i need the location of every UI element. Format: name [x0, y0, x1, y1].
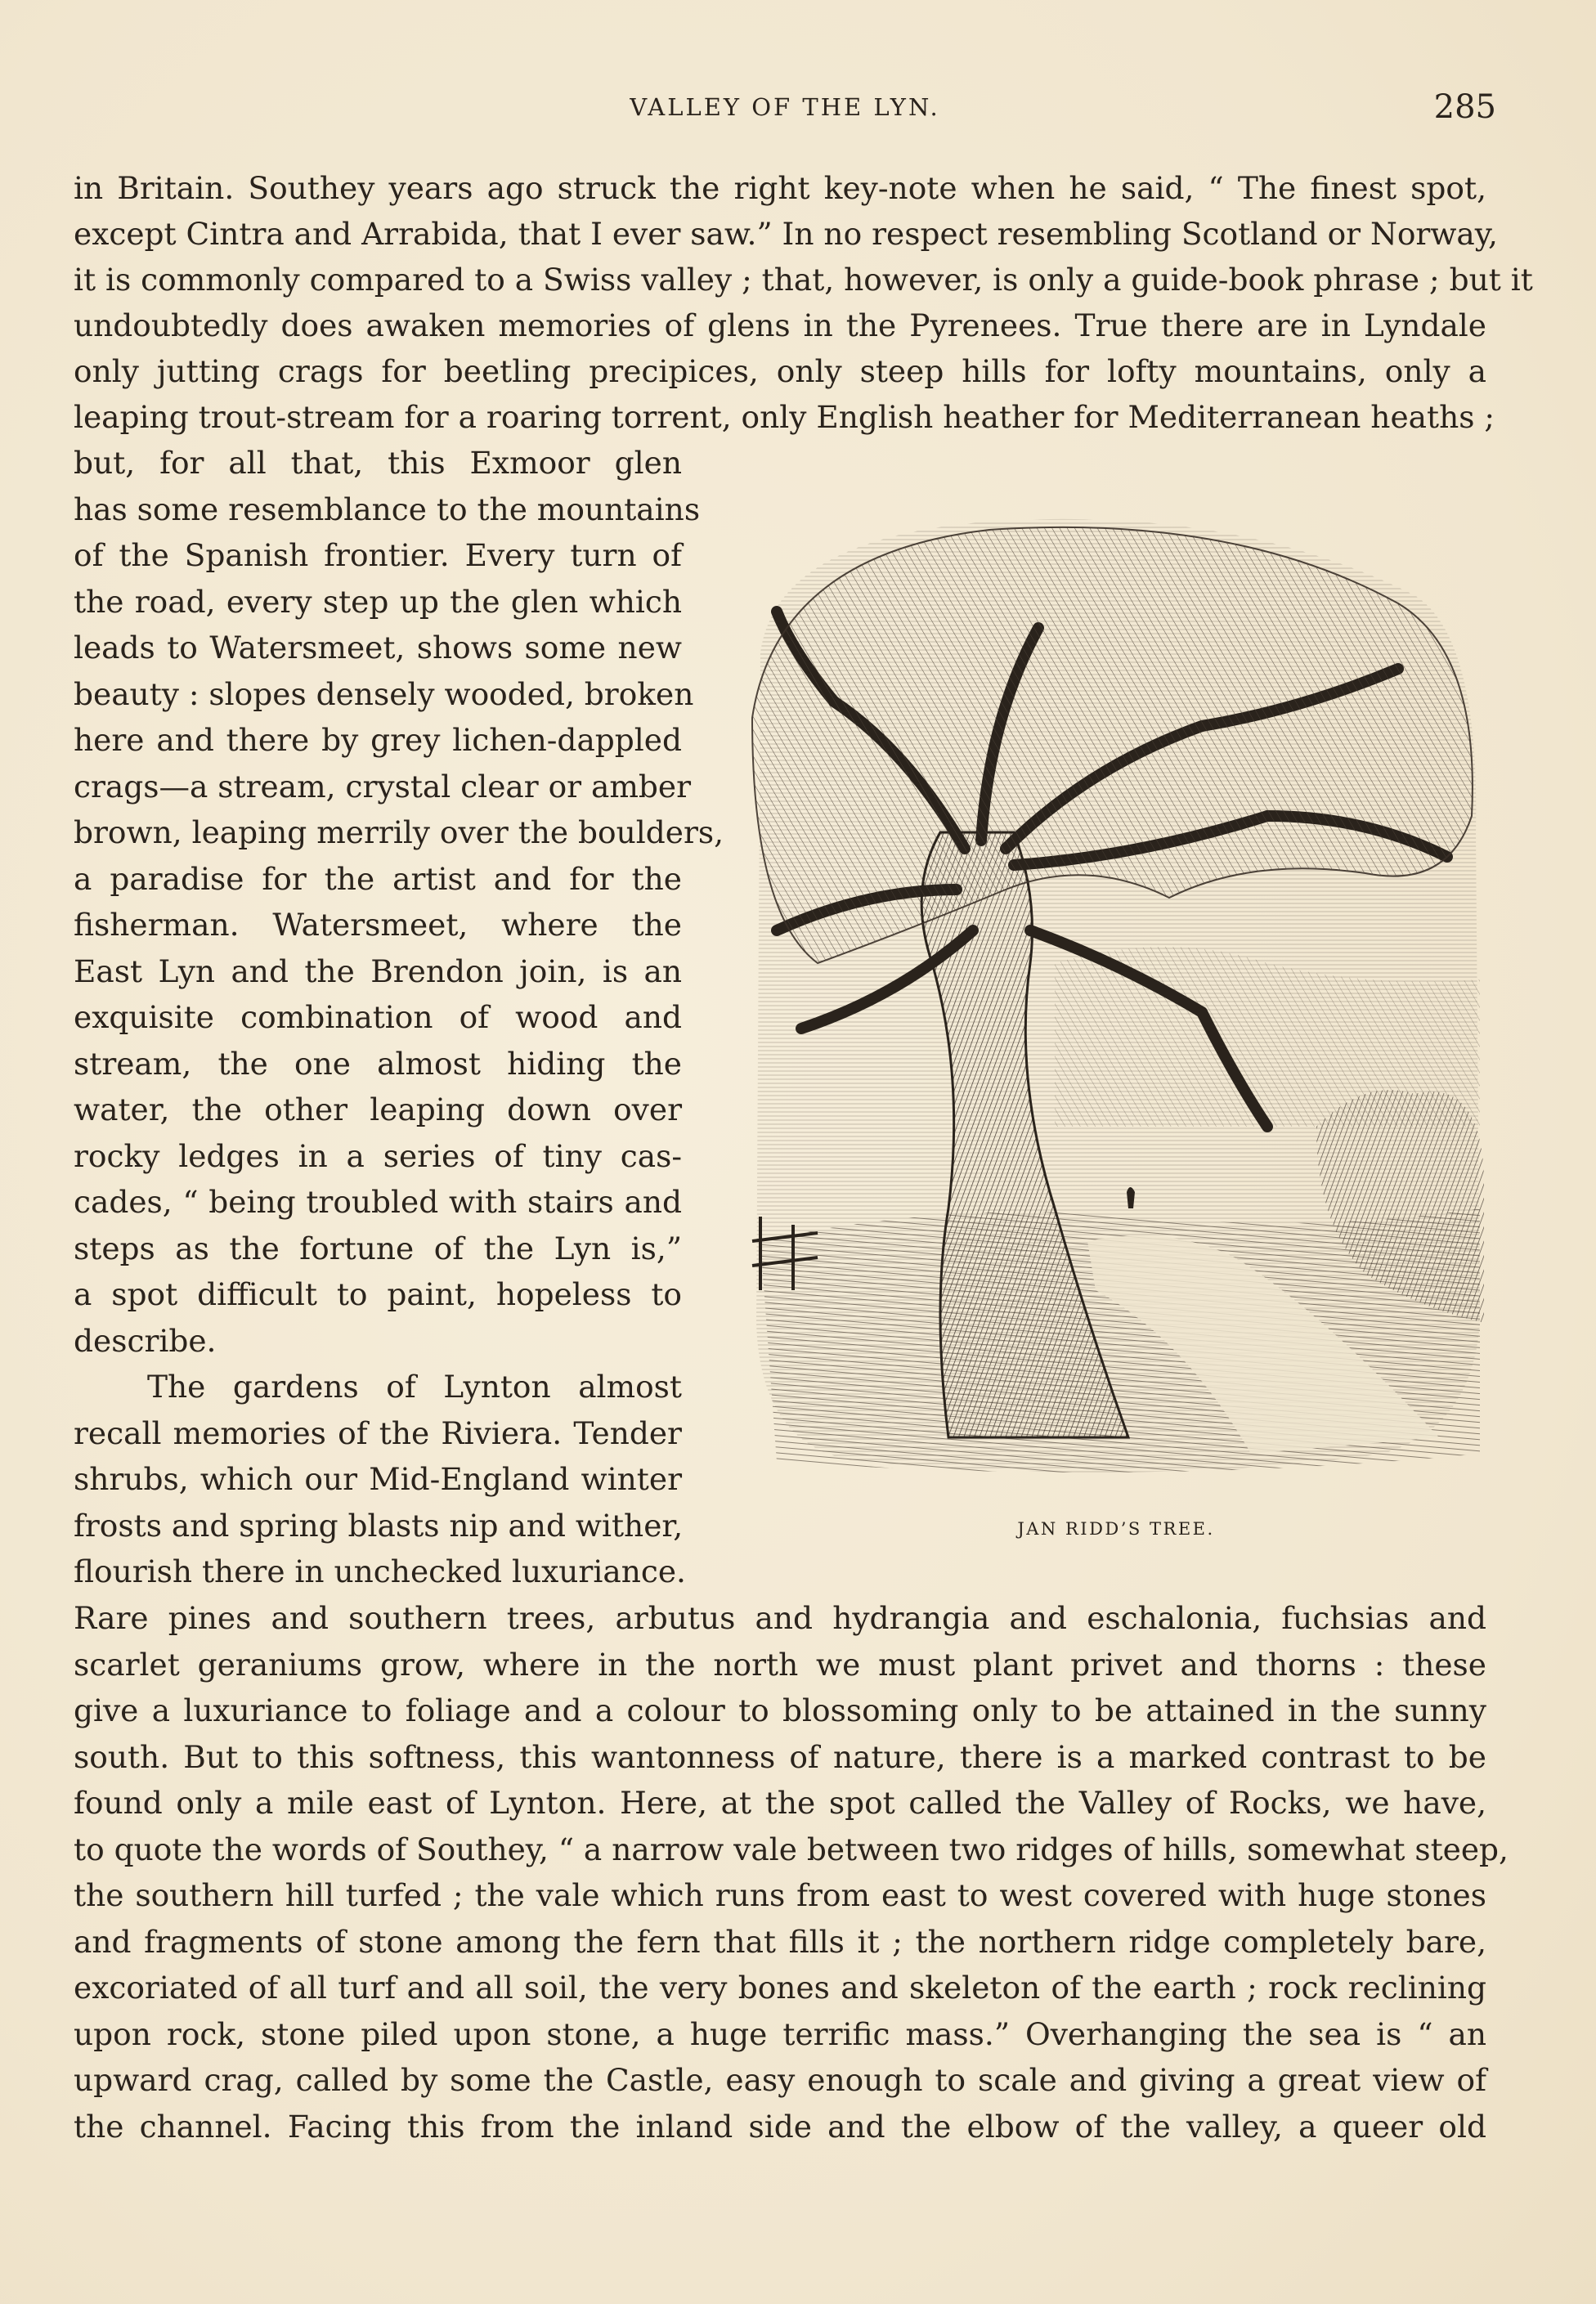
body-line: recall memories of the Riviera. Tender [74, 1415, 682, 1451]
tree-engraving [744, 505, 1488, 1503]
body-line: except Cintra and Arrabida, that I ever saw.” In no respect resembling Scotland or Norway, [74, 216, 1498, 252]
body-line: East Lyn and the Brendon join, is an [74, 953, 682, 989]
body-line: give a luxuriance to foliage and a colour to blossoming only to be attained in the sunny [74, 1692, 1486, 1728]
body-line: it is commonly compared to a Swiss valley ; that, however, is only a guide-book phrase ; but it [74, 262, 1533, 298]
body-line: leads to Watersmeet, shows some new [74, 630, 682, 666]
body-line: scarlet geraniums grow, where in the north we must plant privet and thorns : these [74, 1647, 1486, 1683]
body-line: flourish there in unchecked luxuriance. [74, 1553, 686, 1589]
body-line: south. But to this softness, this wantonness of nature, there is a marked contrast to be [74, 1739, 1486, 1775]
body-line: and fragments of stone among the fern that fills it ; the northern ridge completely bare, [74, 1924, 1486, 1960]
body-line: water, the other leaping down over [74, 1091, 682, 1127]
body-line: stream, the one almost hiding the [74, 1046, 682, 1082]
body-line: cades, “ being troubled with stairs and [74, 1184, 682, 1220]
body-line: undoubtedly does awaken memories of glens in the Pyrenees. True there are in Lyndale [74, 307, 1486, 343]
body-line: found only a mile east of Lynton. Here, at the spot called the Valley of Rocks, we have, [74, 1785, 1486, 1821]
body-line: leaping trout-stream for a roaring torrent, only English heather for Mediterranean heaths ; [74, 399, 1495, 435]
body-line: upward crag, called by some the Castle, easy enough to scale and giving a great view of [74, 2062, 1486, 2098]
body-line: upon rock, stone piled upon stone, a huge terrific mass.” Overhanging the sea is “ an [74, 2016, 1486, 2052]
body-line: Rare pines and southern trees, arbutus and hydrangia and eschalonia, fuchsias and [74, 1600, 1486, 1636]
page-header [74, 88, 1496, 137]
body-line: beauty : slopes densely wooded, broken [74, 676, 694, 712]
body-line: steps as the fortune of the Lyn is,” [74, 1230, 682, 1266]
body-line: to quote the words of Southey, “ a narrow vale between two ridges of hills, somewhat steep, [74, 1831, 1509, 1867]
body-line: only jutting crags for beetling precipices, only steep hills for lofty mountains, only a [74, 353, 1486, 389]
body-line: fisherman. Watersmeet, where the [74, 907, 682, 943]
body-line: the road, every step up the glen which [74, 584, 682, 620]
running-head: VALLEY OF THE LYN. [630, 93, 940, 121]
illustration [744, 505, 1488, 1539]
body-line: has some resemblance to the mountains [74, 491, 701, 527]
body-line: brown, leaping merrily over the boulders, [74, 814, 724, 850]
body-line: shrubs, which our Mid-England winter [74, 1461, 682, 1497]
figure-caption: JAN RIDD’S TREE. [1017, 1519, 1215, 1539]
body-line: rocky ledges in a series of tiny cas- [74, 1138, 682, 1174]
body-line: the channel. Facing this from the inland side and the elbow of the valley, a queer old [74, 2109, 1486, 2145]
paragraph-start: The gardens of Lynton almost [147, 1369, 682, 1405]
body-line: crags—a stream, crystal clear or amber [74, 769, 692, 805]
body-line: the southern hill turfed ; the vale which runs from east to west covered with huge stones [74, 1877, 1486, 1913]
body-line: here and there by grey lichen-dappled [74, 722, 682, 758]
body-line: a spot difficult to paint, hopeless to [74, 1276, 682, 1312]
body-line: in Britain. Southey years ago struck the right key-note when he said, “ The finest spot, [74, 170, 1486, 206]
page-number: 285 [1433, 88, 1496, 126]
body-line: describe. [74, 1323, 217, 1359]
body-line: a paradise for the artist and for the [74, 861, 682, 897]
body-line: frosts and spring blasts nip and wither, [74, 1508, 684, 1544]
body-line: exquisite combination of wood and [74, 999, 682, 1035]
body-line: of the Spanish frontier. Every turn of [74, 537, 682, 573]
body-line: excoriated of all turf and all soil, the very bones and skeleton of the earth ; rock reclining [74, 1970, 1486, 2006]
body-line: but, for all that, this Exmoor glen [74, 445, 682, 481]
